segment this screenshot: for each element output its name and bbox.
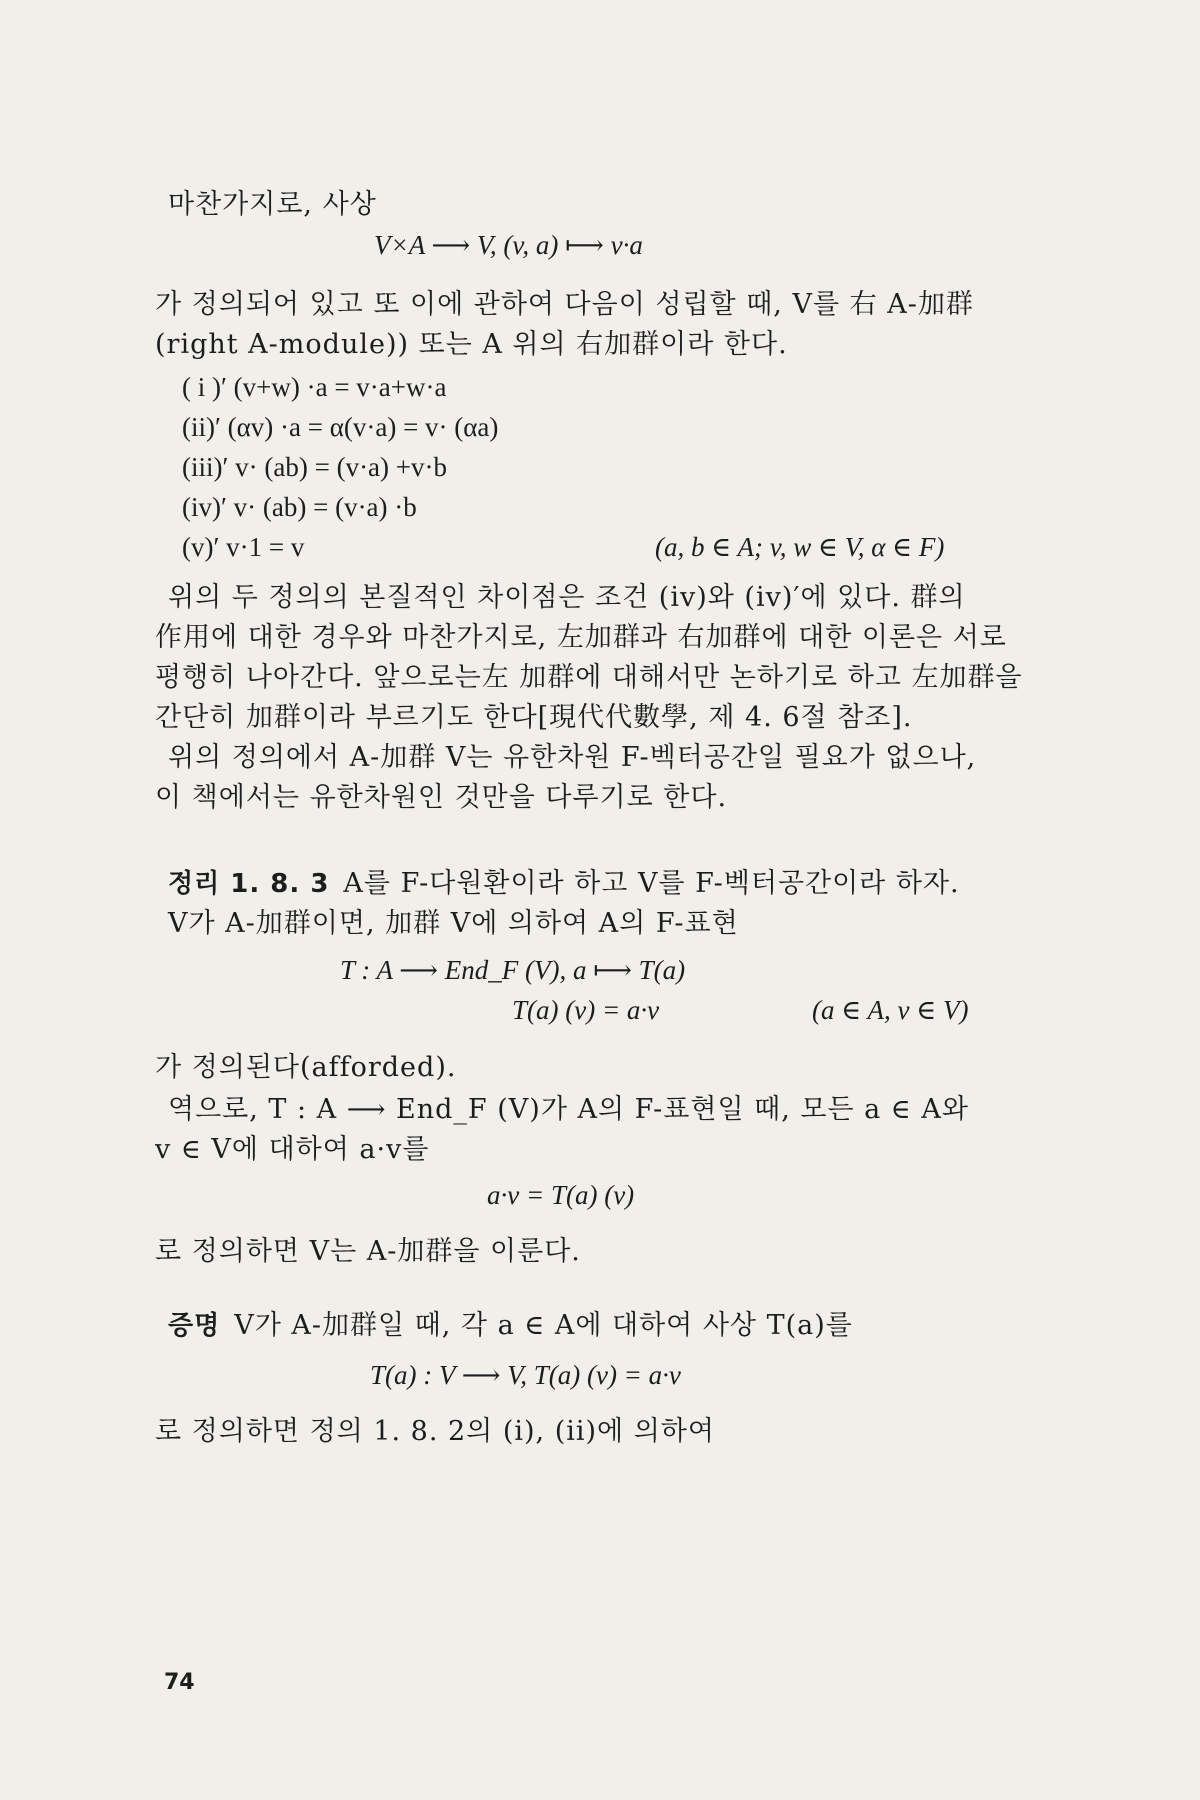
proof-continuation: 로 정의하면 정의 1. 8. 2의 (i), (ii)에 의하여 (155, 1416, 715, 1447)
paragraph-1-line-3: 평행히 나아간다. 앞으로는左 加群에 대해서만 논하기로 하고 左加群을 (155, 662, 1023, 693)
equation-representation: T : A ⟶ End_F (V), a ⟼ T(a) (340, 955, 686, 985)
paragraph-1-line-2: 作用에 대한 경우와 마찬가지로, 左加群과 右加群에 대한 이론은 서로 (155, 622, 1007, 653)
definition-line-2: (right A-module)) 또는 A 위의 右加群이라 한다. (155, 329, 788, 360)
theorem-statement-1: A를 F-다원환이라 하고 V를 F-벡터공간이라 하자. (343, 868, 960, 899)
theorem-line-2: V가 A-加群이면, 加群 V에 의하여 A의 F-표현 (168, 908, 739, 939)
definition-line-1: 가 정의되어 있고 또 이에 관하여 다음이 성립할 때, V를 右 A-加群 (155, 289, 974, 320)
equation-map: V×A ⟶ V, (v, a) ⟼ v·a (374, 230, 643, 260)
intro-text: 마찬가지로, 사상 (168, 189, 377, 220)
conditions-scope: (a, b ∈ A; v, w ∈ V, α ∈ F) (655, 532, 945, 562)
equation-action: a·v = T(a) (v) (487, 1180, 635, 1210)
condition-i: ( i )′ (v+w) ·a = v·a+w·a (182, 372, 447, 402)
converse-line-2: v ∈ V에 대하여 a·v를 (155, 1134, 430, 1165)
converse-line-1: 역으로, T : A ⟶ End_F (V)가 A의 F-표현일 때, 모든 a ∈ A와 (168, 1094, 969, 1125)
proof-label: 증명 (168, 1311, 221, 1341)
page-number: 74 (164, 1670, 195, 1695)
afforded-text: 가 정의된다(afforded). (155, 1052, 457, 1083)
theorem-line-1 (168, 864, 1068, 904)
converse-conclusion: 로 정의하면 V는 A-加群을 이룬다. (155, 1236, 581, 1267)
condition-iii: (iii)′ v· (ab) = (v·a) +v·b (182, 452, 448, 482)
equation-representation-value: T(a) (v) = a·v (512, 995, 660, 1025)
paragraph-1-line-4: 간단히 加群이라 부르기도 한다[現代代數學, 제 4. 6절 참조]. (155, 702, 913, 733)
paragraph-1-line-1: 위의 두 정의의 본질적인 차이점은 조건 (iv)와 (iv)′에 있다. 群의 (168, 582, 966, 613)
condition-iv: (iv)′ v· (ab) = (v·a) ·b (182, 492, 417, 522)
proof-line-1 (168, 1306, 1068, 1346)
condition-ii: (ii)′ (αv) ·a = α(v·a) = v· (αa) (182, 412, 499, 442)
paragraph-2-line-2: 이 책에서는 유한차원인 것만을 다루기로 한다. (155, 782, 728, 813)
theorem-label: 정리 1. 8. 3 (168, 869, 330, 899)
condition-v: (v)′ v·1 = v (182, 532, 305, 562)
equation-representation-scope: (a ∈ A, v ∈ V) (812, 995, 969, 1025)
equation-operator: T(a) : V ⟶ V, T(a) (v) = a·v (370, 1360, 681, 1390)
proof-statement: V가 A-加群일 때, 각 a ∈ A에 대하여 사상 T(a)를 (234, 1310, 853, 1341)
paragraph-2-line-1: 위의 정의에서 A-加群 V는 유한차원 F-벡터공간일 필요가 없으나, (168, 742, 977, 773)
